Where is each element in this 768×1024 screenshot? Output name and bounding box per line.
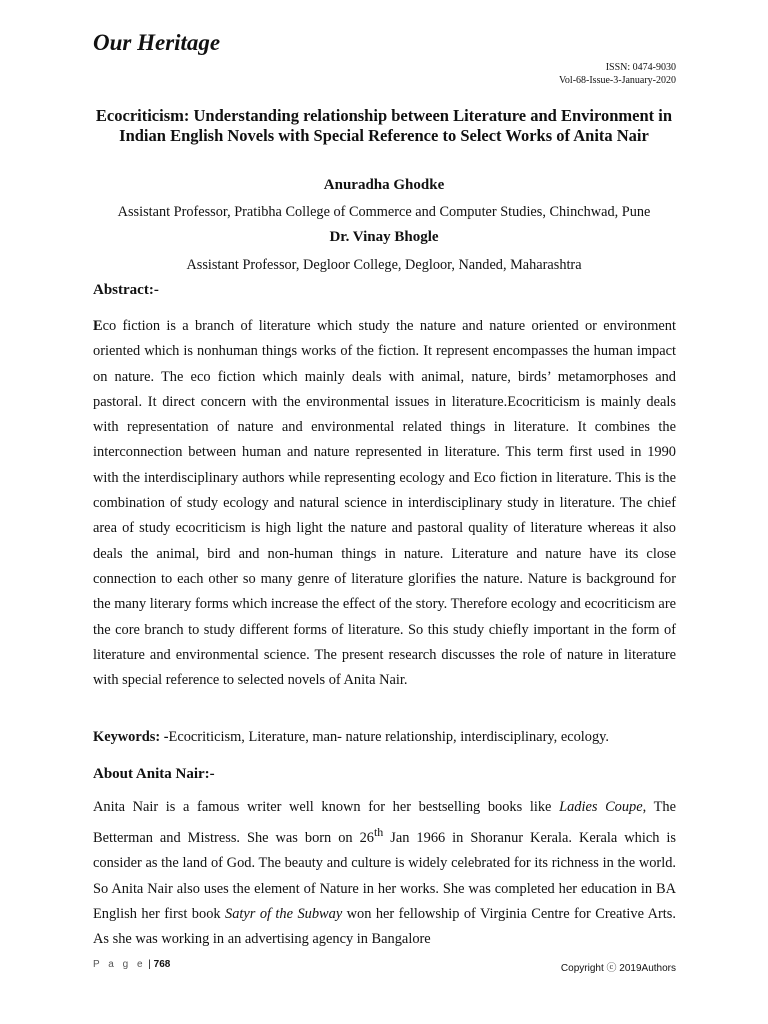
author-name: Dr. Vinay Bhogle (329, 229, 439, 245)
author-name: Anuradha Ghodke (323, 177, 445, 193)
abstract-dropcap: E (93, 318, 103, 334)
author-affiliation: Assistant Professor, Pratibha College of Commerce and Computer Studies, Chinchwad, Pune (117, 204, 651, 220)
abstract-heading: Abstract:- (93, 282, 159, 298)
abstract-body: co fiction is a branch of literature which study the nature and nature oriented or environment oriented which is nonhuman things works of the fiction. It represent encompasses the human impact on nature. The eco fiction which mainly deals with animal, nature, birds’ metamorphoses and pastoral. It direct concern with the environmental issues in literature.Ecocriticism is mainly deals with representation of nature and environmental related things in literature. It combines the interconnection between human and nature represented in literature. This term first used in 1990 with the interdisciplinary authors while representing ecology and Eco fiction in literature. This is the combination of study ecology and natural science in interdisciplinary study in literature. The chief area of study ecocriticism is high light the nature and pastoral quality of literature whereas it also deals the animal, bird and non-human things in nature. Literature and nature have its close connection to each other so many genre of literature glorifies the nature. Nature is background for the many literary forms which increase the effect of the story. Therefore ecology and ecocriticism are the core branch to study different forms of literature. So this study chiefly important in the form of literature and environmental science. The present research discusses the role of nature in literature with special reference to selected novels of Anita Nair. (93, 318, 676, 689)
about-text-part: , The Betterman and Mistress. She was born on 26 (93, 799, 676, 847)
about-text-part: won her fellowship of Virginia Centre for Creative Arts. As she was working in an advertising agency in Bangalore (93, 905, 676, 948)
footer-separator: | (145, 959, 154, 970)
about-heading: About Anita Nair:- (93, 766, 215, 782)
about-text-part: Anita Nair is a famous writer well known for her bestselling books like (93, 799, 560, 815)
journal-title: Our Heritage (93, 30, 221, 55)
ordinal-suffix: th (373, 825, 384, 840)
book-title: Ladies Coupe (559, 799, 643, 815)
keywords-text: Ecocriticism, Literature, man- nature relationship, interdisciplinary, ecology. (168, 729, 610, 745)
keywords (93, 729, 676, 746)
about-text (93, 795, 676, 953)
abstract-text (93, 314, 676, 693)
page-label: P a g e (93, 959, 146, 970)
volume-issue: Vol-68-Issue-3-January-2020 (558, 75, 676, 86)
page-number: 768 (153, 959, 171, 970)
page-footer (93, 959, 170, 970)
copyright: Copyright ⓒ 2019Authors (560, 963, 676, 974)
paper-title: Ecocriticism: Understanding relationship between Literature and Environment in Indian English Novels with Special Reference to Select Works of Anita Nair (95, 106, 673, 145)
book-title: Satyr of the Subway (225, 905, 343, 922)
keywords-label: Keywords: - (93, 729, 169, 745)
author-affiliation: Assistant Professor, Degloor College, Degloor, Nanded, Maharashtra (186, 257, 582, 273)
issn-block (559, 61, 676, 87)
issn: ISSN: 0474-9030 (605, 62, 676, 73)
about-text-part: Jan 1966 in Shoranur Kerala. Kerala which is consider as the land of God. The beauty and culture is widely celebrated for its richness in the world. So Anita Nair also uses the element of Nature in her works. She was completed her education in BA English her first book (93, 830, 676, 922)
